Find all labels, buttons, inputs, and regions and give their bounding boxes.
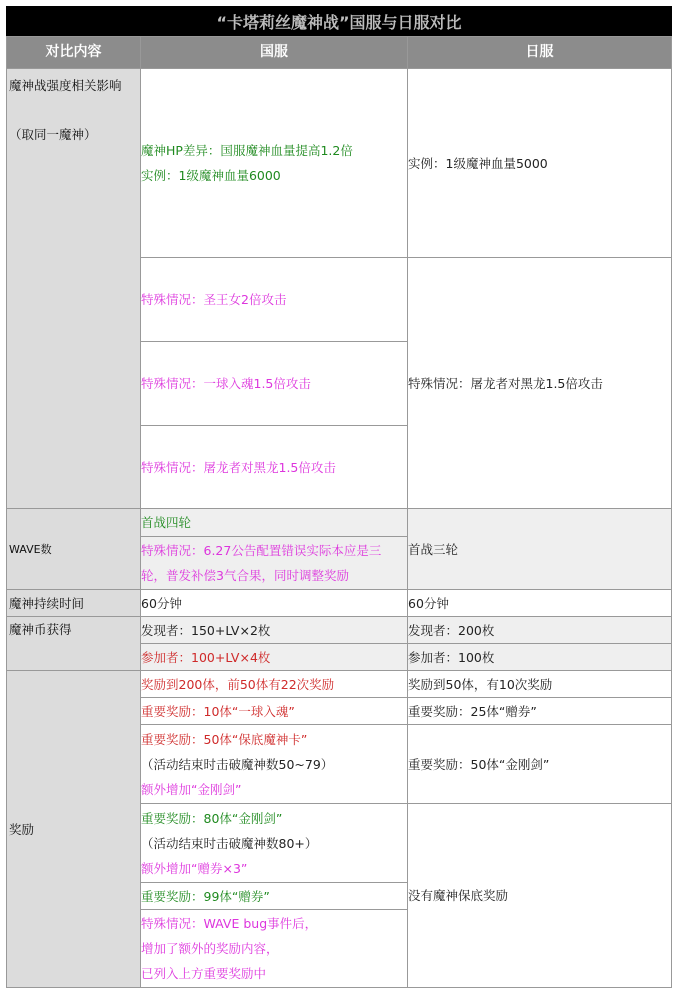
category-duration xyxy=(6,589,141,617)
jp-special-cell xyxy=(407,257,672,509)
header-compare xyxy=(6,36,141,69)
cn-hp-diff: 魔神HP差异：国服魔神血量提高1.2倍 xyxy=(141,143,353,158)
jp-special: 特殊情况：屠龙者对黑龙1.5倍攻击 xyxy=(408,375,603,391)
cn-hp-cell xyxy=(140,68,408,258)
jp-reward-1-cell xyxy=(407,670,672,698)
category-strength-title: 魔神战强度相关影响 xyxy=(9,78,122,93)
header-cn-label: 国服 xyxy=(260,44,288,60)
jp-reward-4-cell xyxy=(407,803,672,988)
cn-duration-cell xyxy=(140,589,408,617)
jp-hp-cell xyxy=(407,68,672,258)
cn-reward-3-title: 重要奖励：50体“保底魔神卡” xyxy=(141,731,308,747)
category-strength-note: （取同一魔神） xyxy=(9,127,97,142)
jp-hp-example: 实例：1级魔神血量5000 xyxy=(408,155,548,171)
jp-reward-4: 没有魔神保底奖励 xyxy=(408,888,509,903)
cn-reward-1-cell xyxy=(140,670,408,698)
category-duration-label: 魔神持续时间 xyxy=(9,595,85,611)
jp-reward-1: 奖励到50体，有10次奖励 xyxy=(408,676,553,692)
cn-special-2: 特殊情况：一球入魂1.5倍攻击 xyxy=(141,376,311,391)
cn-coins-joiner: 参加者：100+LV×4枚 xyxy=(141,649,271,665)
cn-reward-6-line1: 特殊情况：WAVE bug事件后， xyxy=(141,916,318,931)
jp-coins-joiner-cell xyxy=(407,643,672,671)
jp-reward-2: 重要奖励：25体“赠券” xyxy=(408,703,537,719)
cn-hp-example: 实例：1级魔神血量6000 xyxy=(141,168,281,183)
header-jp xyxy=(407,36,672,69)
table-title: “卡塔莉丝魔神战”国服与日服对比 xyxy=(6,6,672,36)
cn-reward-4-extra: 额外增加“赠券×3” xyxy=(141,860,248,876)
jp-reward-2-cell xyxy=(407,697,672,725)
category-wave-label: WAVE数 xyxy=(9,542,52,556)
cn-coins-finder: 发现者：150+LV×2枚 xyxy=(141,622,271,638)
jp-wave-cell xyxy=(407,508,672,590)
cn-reward-6-cell xyxy=(140,909,408,988)
cn-reward-2-cell xyxy=(140,697,408,725)
cn-reward-4-cell xyxy=(140,803,408,883)
category-coins xyxy=(6,616,141,671)
jp-coins-finder-cell xyxy=(407,616,672,644)
cn-special-1: 特殊情况：圣王女2倍攻击 xyxy=(141,292,287,307)
header-compare-label: 对比内容 xyxy=(45,44,102,60)
category-wave xyxy=(6,508,141,590)
cn-reward-2: 重要奖励：10体“一球入魂” xyxy=(141,703,295,719)
cn-special-3-cell xyxy=(140,425,408,509)
header-jp-label: 日服 xyxy=(525,44,554,60)
jp-wave: 首战三轮 xyxy=(408,541,459,557)
cn-reward-4-title: 重要奖励：80体“金刚剑” xyxy=(141,810,283,826)
cn-reward-1: 奖励到200体，前50体有22次奖励 xyxy=(141,676,335,692)
jp-coins-joiner: 参加者：100枚 xyxy=(408,649,495,665)
cn-wave-special-line1: 特殊情况：6.27公告配置错误实际本应是三 xyxy=(141,543,382,558)
cn-wave-special-cell xyxy=(140,536,408,590)
cn-wave-first: 首战四轮 xyxy=(141,515,192,530)
cn-reward-4-condition: （活动结束时击破魔神数80+） xyxy=(141,835,318,851)
cn-special-2-cell xyxy=(140,341,408,426)
category-rewards xyxy=(6,670,141,988)
header-cn xyxy=(140,36,408,69)
cn-reward-6-line2: 增加了额外的奖励内容， xyxy=(141,941,279,956)
jp-duration: 60分钟 xyxy=(408,595,449,611)
category-coins-label: 魔神币获得 xyxy=(9,622,72,637)
cn-duration: 60分钟 xyxy=(141,595,182,611)
jp-reward-3-cell xyxy=(407,724,672,804)
cn-reward-3-extra: 额外增加“金刚剑” xyxy=(141,781,242,797)
category-rewards-label: 奖励 xyxy=(9,821,35,837)
jp-coins-finder: 发现者：200枚 xyxy=(408,622,495,638)
cn-reward-3-condition: （活动结束时击破魔神数50~79） xyxy=(141,756,334,772)
cn-wave-special-line2: 轮，普发补偿3气合果，同时调整奖励 xyxy=(141,568,349,583)
cn-reward-5-cell xyxy=(140,882,408,910)
cn-reward-3-cell xyxy=(140,724,408,804)
jp-duration-cell xyxy=(407,589,672,617)
jp-reward-3: 重要奖励：50体“金刚剑” xyxy=(408,756,550,772)
cn-reward-5: 重要奖励：99体“赠券” xyxy=(141,888,270,904)
cn-reward-6-line3: 已列入上方重要奖励中 xyxy=(141,966,267,981)
cn-coins-joiner-cell xyxy=(140,643,408,671)
category-strength xyxy=(6,68,141,509)
cn-special-3: 特殊情况：屠龙者对黑龙1.5倍攻击 xyxy=(141,459,336,475)
cn-coins-finder-cell xyxy=(140,616,408,644)
cn-special-1-cell xyxy=(140,257,408,342)
cn-wave-first-cell xyxy=(140,508,408,537)
